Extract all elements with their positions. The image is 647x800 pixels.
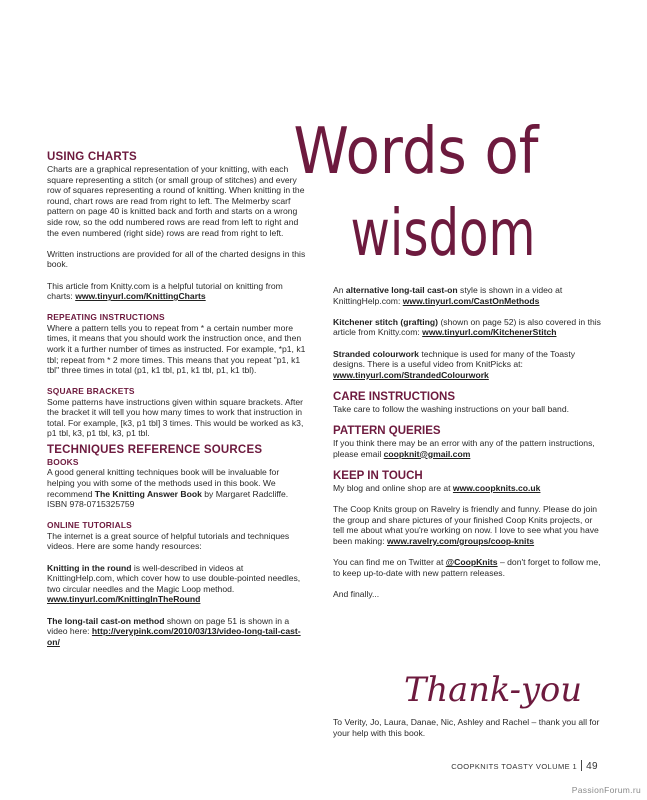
- keep-in-touch-heading: KEEP IN TOUCH: [333, 469, 423, 482]
- blog-link[interactable]: www.coopknits.co.uk: [452, 482, 541, 493]
- brackets-heading: SQUARE BRACKETS: [47, 386, 135, 397]
- online-tutorials-text: The internet is a great source of helpful tutorials and techniques videos. Here are some handy resources:: [47, 530, 290, 552]
- ravelry-text: The Coop Knits group on Ravelry is friendly and funny. Please do join the group and share pictures of your finished Coop Knits projects, or tell me about what you're working on now. I love to see what you have been making: www.ravelry.com/groups/coop-knits: [333, 504, 599, 546]
- knitty-charts-text: This article from Knitty.com is a helpful tutorial on knitting from charts: www.tinyurl.com/KnittingCharts: [47, 280, 283, 302]
- finally-text: And finally...: [333, 588, 380, 599]
- long-tail-link[interactable]: http://verypink.com/2010/03/13/video-long-tail-cast-on/: [47, 626, 301, 647]
- queries-text: If you think there may be an error with any of the pattern instructions, please email coopknit@gmail.com: [333, 438, 595, 459]
- using-charts-text: Charts are a graphical representation of your knitting, with each square representing a stitch (or small group of stitches) and every row of squares representing a round of knitting. When knitting in the round, chart rows are read from right to left. The Melmerby scarf pattern on page 40 is knitted back and forth and starts on a wrong side row, so the odd numbered rows are read from left to right and the even numbered (right side) rows are read from right to left.: [47, 164, 305, 238]
- online-tutorials-heading: ONLINE TUTORIALS: [47, 520, 132, 531]
- thanks-text: To Verity, Jo, Laura, Danae, Nic, Ashley and Rachel – thank you all for your help with this book.: [333, 717, 600, 738]
- left-column: [47, 151, 309, 647]
- blog-text: My blog and online shop are at www.coopknits.co.uk: [333, 482, 541, 493]
- using-charts-heading: USING CHARTS: [47, 151, 137, 163]
- footer-divider: [581, 760, 582, 771]
- knitting-charts-link[interactable]: www.tinyurl.com/KnittingCharts: [75, 291, 206, 302]
- kitchener-text: Kitchener stitch (grafting) (shown on page 52) is also covered in this article from Knitty.com: www.tinyurl.com/KitchenerStitch: [333, 316, 601, 338]
- stranded-text: Stranded colourwork technique is used for many of the Toasty designs. There is a useful video from KnitPicks at: www.tinyurl.com/StrandedColourwork: [333, 348, 576, 380]
- queries-heading: PATTERN QUERIES: [333, 425, 441, 438]
- kitchener-link[interactable]: www.tinyurl.com/KitchenerStitch: [422, 327, 557, 338]
- brackets-text: Some patterns have instructions given within square brackets. After the bracket it will tell you how many times to work that instruction in total. For example, [k3, p1 tbl] 3 times. This would be worked as k3, p1 tbl, k3, p1 tbl, k3, p1 tbl.: [47, 396, 304, 439]
- title-line-1: Words of: [293, 115, 540, 189]
- cast-on-methods-link[interactable]: www.tinyurl.com/CastOnMethods: [402, 295, 540, 306]
- right-column: [333, 285, 601, 599]
- repeating-heading: REPEATING INSTRUCTIONS: [47, 312, 165, 323]
- long-tail-text: The long-tail cast-on method shown on page 51 is shown in a video here: http://verypink.com/2010/03/13/video-long-tail-cast-on/: [47, 615, 301, 647]
- thank-you-script: [393, 663, 593, 718]
- thanks-block: [333, 717, 601, 738]
- techniques-heading: TECHNIQUES REFERENCE SOURCES: [47, 444, 263, 457]
- thank-you-text: Thank-you: [404, 670, 582, 710]
- twitter-text: You can find me on Twitter at @CoopKnits – don't forget to follow me, to keep up-to-date with new pattern releases.: [333, 557, 601, 578]
- alt-cast-on-text: An alternative long-tail cast-on style is shown in a video at KnittingHelp.com: www.tinyurl.com/CastOnMethods: [333, 285, 563, 306]
- page-number: 49: [586, 761, 598, 772]
- books-heading: BOOKS: [47, 457, 79, 468]
- twitter-link[interactable]: @CoopKnits: [445, 557, 498, 568]
- knitting-round-link[interactable]: www.tinyurl.com/KnittingInTheRound: [47, 594, 201, 605]
- ravelry-link[interactable]: www.ravelry.com/groups/coop-knits: [387, 535, 535, 546]
- page-title: [288, 105, 548, 285]
- footer: [451, 760, 598, 772]
- watermark: PassionForum.ru: [571, 785, 641, 795]
- footer-label: COOPKNITS TOASTY VOLUME 1: [451, 762, 578, 771]
- title-line-2: wisdom: [350, 197, 536, 271]
- stranded-link[interactable]: www.tinyurl.com/StrandedColourwork: [333, 369, 489, 380]
- email-link[interactable]: coopknit@gmail.com: [383, 448, 471, 459]
- care-text: Take care to follow the washing instructions on your ball band.: [333, 403, 569, 414]
- care-heading: CARE INSTRUCTIONS: [333, 390, 456, 403]
- knitting-round-text: Knitting in the round is well-described in videos at KnittingHelp.com, which cover how to use double-pointed needles, two circular needles and the Magic Loop method. www.tinyurl.com/KnittingInTheRound: [47, 562, 301, 605]
- repeating-text: Where a pattern tells you to repeat from * a certain number more times, it means that you should work the instruction once, and then work it a further number of times as instructed. For example, *p1, k1 tbl; repeat from * 2 more times. This means that you repeat "p1, k1 tbl" three times in total (p1, k1 tbl, p1, k1 tbl, p1, k1 tbl).: [47, 322, 306, 376]
- books-text: A good general knitting techniques book will be invaluable for helping you with some of the methods used in this book. We recommend The Knitting Answer Book by Margaret Radcliffe. ISBN 978-0715325759: [47, 467, 289, 510]
- written-instructions-text: Written instructions are provided for all of the charted designs in this book.: [47, 248, 306, 270]
